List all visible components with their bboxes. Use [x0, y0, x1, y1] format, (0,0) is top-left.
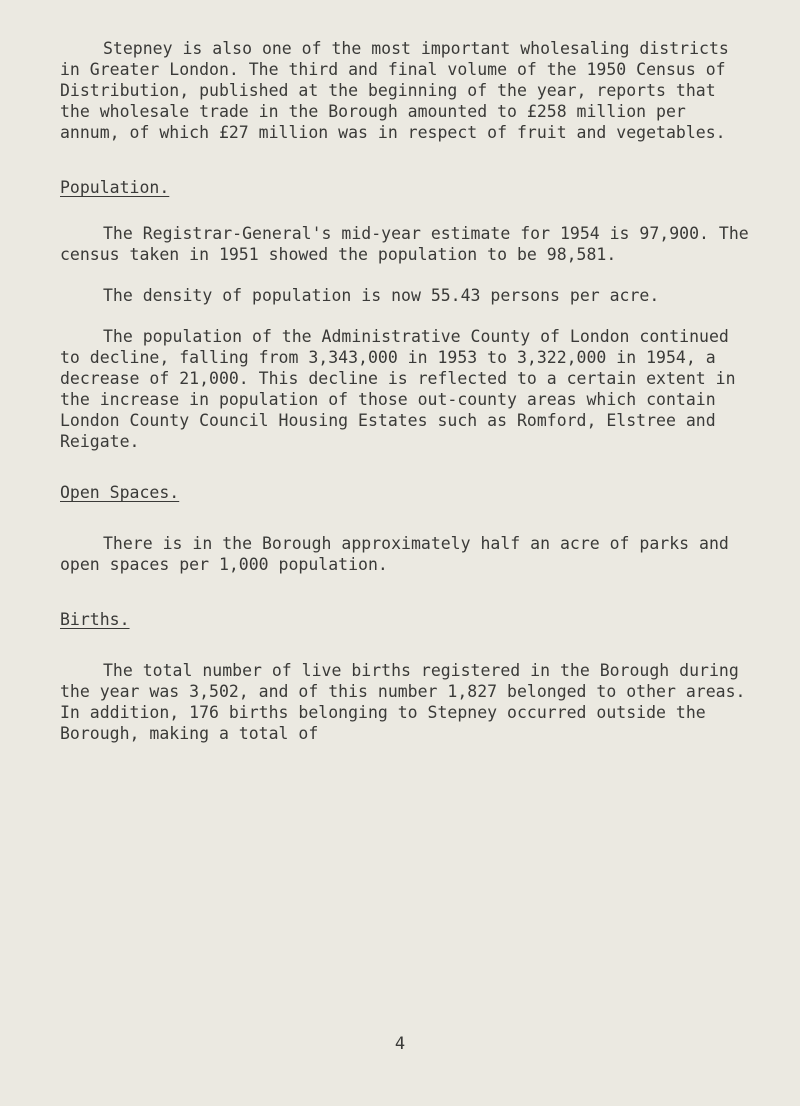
open-spaces-paragraph: There is in the Borough approximately half an acre of parks and open spaces per 1,000 population. [60, 534, 729, 574]
open-spaces-heading: Open Spaces. [60, 483, 180, 502]
population-density-paragraph: The density of population is now 55.43 persons per acre. [103, 286, 660, 305]
births-heading: Births. [60, 610, 130, 629]
london-population-paragraph: The population of the Administrative County of London continued to decline, falling from 3,343,000 in 1953 to 3,322,000 in 1954, a decrease of 21,000. This decline is reflected to a certain extent in the increase in population of those out-county areas which contain London County Council Housing Estates such as Romford, Elstree and Reigate. [60, 327, 736, 451]
births-paragraph: The total number of live births registered in the Borough during the year was 3,502, and of this number 1,827 belonged to other areas. In addition, 176 births belonging to Stepney occurred outside the Borough, making a total of [60, 661, 746, 743]
population-estimate-paragraph: The Registrar-General's mid-year estimate for 1954 is 97,900. The census taken in 1951 showed the population to be 98,581. [60, 224, 749, 264]
wholesale-paragraph: Stepney is also one of the most important wholesaling districts in Greater London. The third and final volume of the 1950 Census of Distribution, published at the beginning of the year, reports that the wholesale trade in the Borough amounted to £258 million per annum, of which £27 million was in respect of fruit and vegetables. [60, 39, 729, 142]
page-number: 4 [394, 1034, 406, 1054]
document-page [60, 38, 750, 744]
population-heading: Population. [60, 178, 170, 197]
